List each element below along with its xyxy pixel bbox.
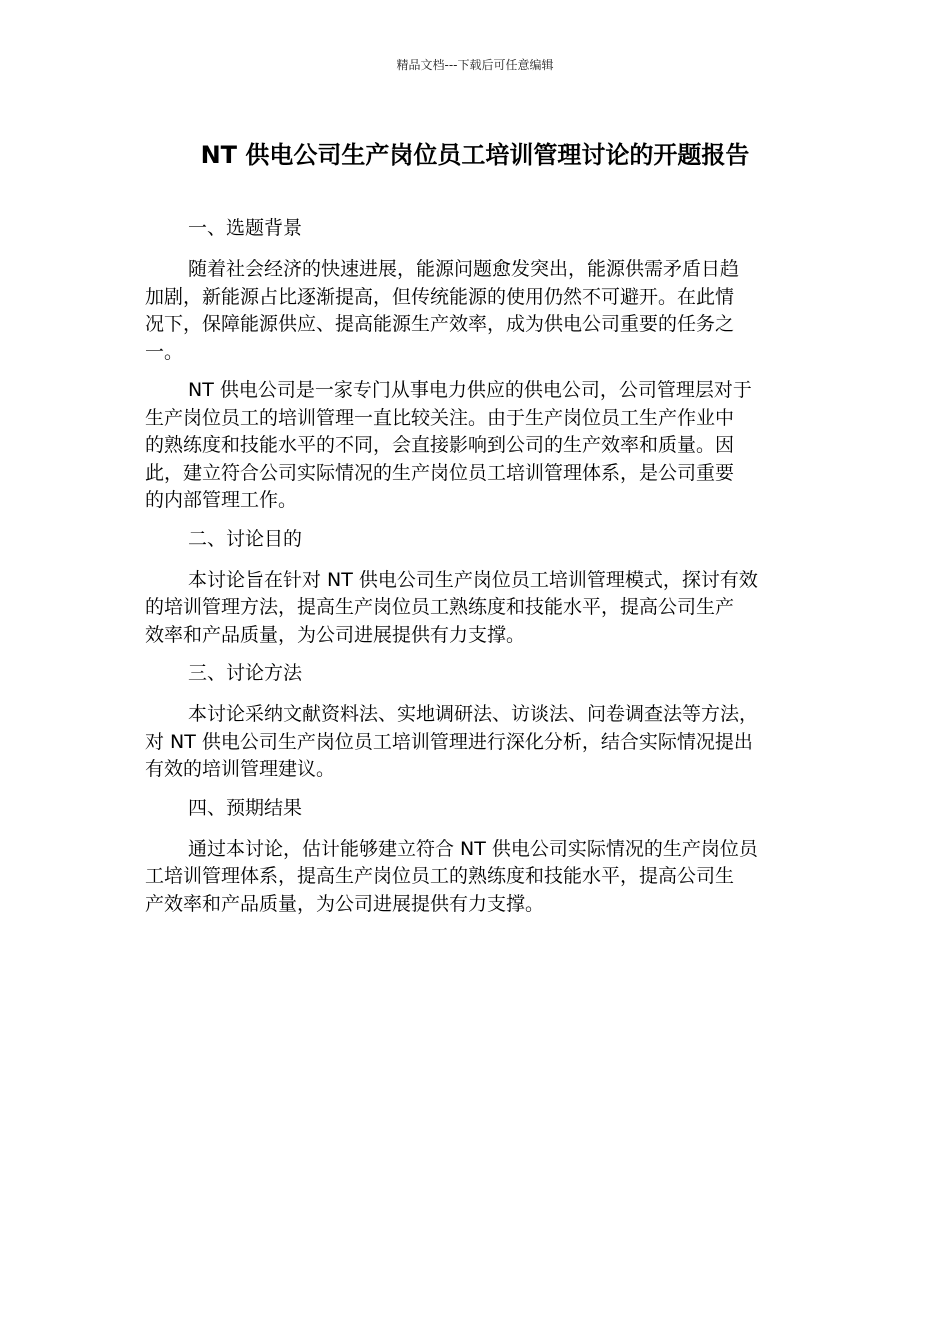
paragraph-line: 工培训管理体系，提高生产岗位员工的熟练度和技能水平，提高公司生 <box>145 865 735 887</box>
paragraph-line: 一。 <box>145 340 184 363</box>
section-heading-method: 三、讨论方法 <box>188 662 303 684</box>
paragraph-line: 的熟练度和技能水平的不同，会直接影响到公司的生产效率和质量。因 <box>145 434 735 456</box>
paragraph-line: NT 供电公司是一家专门从事电力供应的供电公司，公司管理层对于 <box>188 379 752 401</box>
paragraph <box>145 836 810 919</box>
section-heading-purpose: 二、讨论目的 <box>188 527 303 550</box>
paragraph-line: 此，建立符合公司实际情况的生产岗位员工培训管理体系，是公司重要 <box>145 461 735 484</box>
section-heading-expected-results: 四、预期结果 <box>188 796 303 819</box>
header-note: 精品文档---下载后可任意编辑 <box>396 58 554 72</box>
paragraph-line: 有效的培训管理建议。 <box>145 758 336 780</box>
paragraph-line: 的培训管理方法，提高生产岗位员工熟练度和技能水平，提高公司生产 <box>145 596 735 618</box>
document-body <box>145 215 810 929</box>
paragraph-line: 本讨论采纳文献资料法、实地调研法、访谈法、问卷调查法等方法， <box>188 703 759 725</box>
paragraph-line: 本讨论旨在针对 NT 供电公司生产岗位员工培训管理模式，探讨有效 <box>188 568 758 591</box>
paragraph <box>145 567 810 650</box>
paragraph-line: 况下，保障能源供应、提高能源生产效率，成为供电公司重要的任务之 <box>145 313 735 335</box>
paragraph-line: 随着社会经济的快速进展，能源问题愈发突出，能源供需矛盾日趋 <box>188 258 740 280</box>
paragraph <box>145 256 810 366</box>
paragraph-line: 产效率和产品质量，为公司进展提供有力支撑。 <box>145 892 545 915</box>
paragraph-line: 的内部管理工作。 <box>145 489 298 511</box>
paragraph <box>145 377 810 515</box>
document-title: NT 供电公司生产岗位员工培训管理讨论的开题报告 <box>200 141 750 169</box>
paragraph <box>145 701 810 784</box>
paragraph-line: 生产岗位员工的培训管理一直比较关注。由于生产岗位员工生产作业中 <box>145 406 735 429</box>
paragraph-line: 通过本讨论，估计能够建立符合 NT 供电公司实际情况的生产岗位员 <box>188 837 758 860</box>
section-heading-background: 一、选题背景 <box>188 217 303 239</box>
paragraph-line: 效率和产品质量，为公司进展提供有力支撑。 <box>145 623 526 646</box>
paragraph-line: 加剧，新能源占比逐渐提高，但传统能源的使用仍然不可避开。在此情 <box>145 285 735 308</box>
paragraph-line: 对 NT 供电公司生产岗位员工培训管理进行深化分析，结合实际情况提出 <box>145 730 753 753</box>
